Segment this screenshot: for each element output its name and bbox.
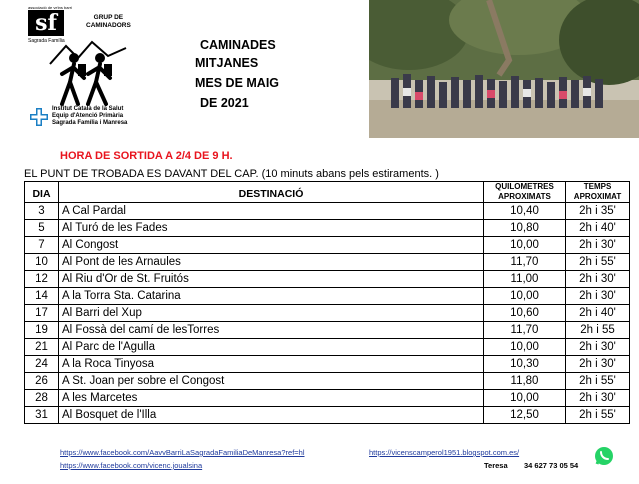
row-destination: Al Parc de l'Agulla [59,339,484,356]
row-time: 2h i 55' [566,254,630,271]
row-destination: Al Pont de les Arnaules [59,254,484,271]
title-line2: MITJANES [195,56,259,70]
row-destination: Al Barri del Xup [59,305,484,322]
row-destination: A St. Joan per sobre el Congost [59,373,484,390]
row-km: 10,00 [484,390,566,407]
table-header-row [25,182,630,203]
table-row [25,407,630,424]
contact-phone: 34 627 73 05 54 [524,461,579,470]
row-time: 2h i 30' [566,356,630,373]
row-dia: 12 [25,271,59,288]
header-time-line2: APROXIMAT [573,192,622,201]
table-row [25,237,630,254]
facebook-link-vicenc[interactable]: https://www.facebook.com/vicenc.joualsina [60,461,203,470]
row-km: 10,00 [484,237,566,254]
row-time: 2h i 40' [566,305,630,322]
row-destination: Al Riu d'Or de St. Fruitós [59,271,484,288]
header-time-line1: TEMPS [583,182,612,191]
table-row [25,390,630,407]
row-km: 10,40 [484,203,566,220]
routes-table [24,181,630,424]
row-destination: A Cal Pardal [59,203,484,220]
ics-text [52,106,127,127]
health-cross-icon [30,108,48,126]
header-time [566,182,630,203]
row-destination: A la Roca Tinyosa [59,356,484,373]
title-line4: DE 2021 [200,96,249,110]
table-row [25,254,630,271]
row-dia: 10 [25,254,59,271]
row-dia: 7 [25,237,59,254]
row-destination: Al Congost [59,237,484,254]
row-time: 2h i 30' [566,271,630,288]
row-time: 2h i 55' [566,373,630,390]
row-time: 2h i 35' [566,203,630,220]
sf-logo: sf [28,10,64,36]
row-km: 11,70 [484,322,566,339]
title-line1: CAMINADES [200,38,276,52]
facebook-link-aavv[interactable]: https://www.facebook.com/AavvBarriLaSagradaFamiliaDeManresa?ref=hl [60,448,305,457]
row-km: 10,60 [484,305,566,322]
row-dia: 31 [25,407,59,424]
row-time: 2h i 30' [566,288,630,305]
table-row [25,305,630,322]
row-dia: 5 [25,220,59,237]
hikers-icon [48,34,128,108]
logo-grup-line2: CAMINADORS [86,22,131,29]
row-km: 12,50 [484,407,566,424]
whatsapp-icon [594,446,614,466]
table-row [25,288,630,305]
row-km: 10,00 [484,339,566,356]
ics-line1: Institut Català de la Salut [52,106,124,112]
row-destination: Al Turó de les Fades [59,220,484,237]
table-row [25,339,630,356]
row-km: 10,80 [484,220,566,237]
meeting-point: EL PUNT DE TROBADA ES DAVANT DEL CAP. (10 minuts abans pels estiraments. ) [24,168,439,180]
contact-name: Teresa [484,461,508,470]
header-km-line1: QUILOMETRES [495,182,554,191]
row-destination: A les Marcetes [59,390,484,407]
row-time: 2h i 30' [566,390,630,407]
table-row [25,271,630,288]
row-km: 10,00 [484,288,566,305]
logo-grup-text [86,14,131,30]
title-line3: MES DE MAIG [195,76,280,90]
row-km: 11,80 [484,373,566,390]
header-km [484,182,566,203]
header-km-line2: APROXIMATS [498,192,551,201]
row-km: 11,70 [484,254,566,271]
row-time: 2h i 30' [566,237,630,254]
row-destination: Al Bosquet de l'Illa [59,407,484,424]
table-row [25,322,630,339]
row-dia: 26 [25,373,59,390]
departure-time: HORA DE SORTIDA A 2/4 DE 9 H. [60,150,233,162]
row-dia: 3 [25,203,59,220]
row-dia: 19 [25,322,59,339]
row-time: 2h i 30' [566,339,630,356]
header-dia: DIA [25,182,59,203]
table-row [25,220,630,237]
row-time: 2h i 55 [566,322,630,339]
blog-link[interactable]: https://vicenscamperol1951.blogspot.com.es/ [369,448,520,457]
logo-grup-line1: GRUP DE [93,14,124,21]
table-row [25,203,630,220]
row-dia: 14 [25,288,59,305]
logo-sagrada-text: Sagrada Família [28,38,65,44]
ics-line3: Sagrada Família i Manresa [52,120,128,126]
row-destination: A la Torra Sta. Catarina [59,288,484,305]
row-destination: Al Fossà del camí de lesTorres [59,322,484,339]
row-dia: 24 [25,356,59,373]
row-dia: 28 [25,390,59,407]
row-km: 11,00 [484,271,566,288]
row-time: 2h i 40' [566,220,630,237]
table-row [25,356,630,373]
row-km: 10,30 [484,356,566,373]
group-photo [369,0,639,138]
header-destinacio: DESTINACIÓ [59,182,484,203]
row-dia: 21 [25,339,59,356]
row-dia: 17 [25,305,59,322]
table-row [25,373,630,390]
logo-assoc-text: associació de veïns barri [28,5,73,10]
row-time: 2h i 55' [566,407,630,424]
ics-line2: Equip d'Atenció Primària [52,113,124,119]
